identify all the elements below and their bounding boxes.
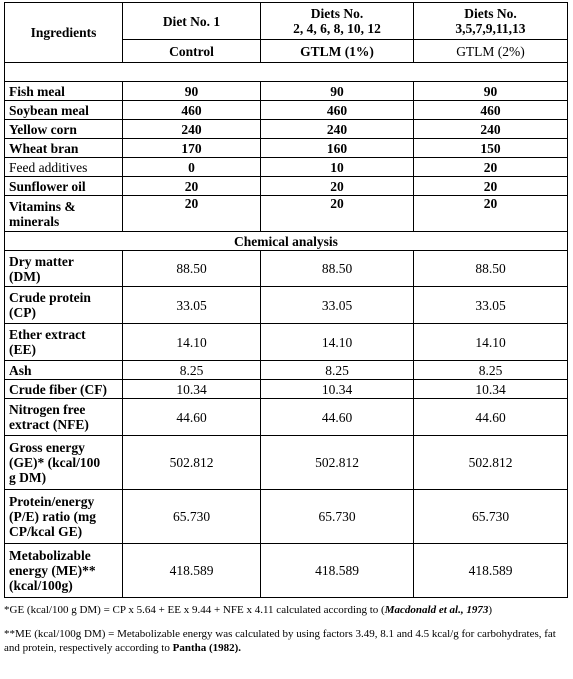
table-row [5, 380, 568, 399]
footnote-me: **ME (kcal/100g DM) = Metabolizable energy was calculated by using factors 3.49, 8.1 and 4.5 kcal/g for carbohydrates, fat and protein, respectively according to Pantha (1982). [4, 628, 556, 654]
table-row [5, 436, 568, 490]
cell-value: 65.730 [414, 490, 568, 544]
cell-value: 44.60 [123, 399, 261, 436]
cell-value: 20 [261, 177, 414, 196]
cell-value: 460 [414, 101, 568, 120]
cell-value: 170 [123, 139, 261, 158]
cell-value: 88.50 [261, 251, 414, 287]
header-diets-3: Diets No. 3,5,7,9,11,13 [414, 3, 568, 40]
cell-value: 10.34 [261, 380, 414, 399]
cell-value: 10.34 [414, 380, 568, 399]
cell-value: 8.25 [261, 361, 414, 380]
cell-value: 20 [261, 196, 414, 232]
row-label: Wheat bran [5, 139, 123, 158]
cell-value: 418.589 [414, 544, 568, 598]
table-footnotes [4, 603, 567, 655]
cell-value: 418.589 [123, 544, 261, 598]
table-row [5, 544, 568, 598]
row-label: Crude fiber (CF) [5, 380, 123, 399]
header-control: Control [123, 40, 261, 63]
row-label: Soybean meal [5, 101, 123, 120]
cell-value: 90 [414, 82, 568, 101]
cell-value: 240 [414, 120, 568, 139]
cell-value: 240 [123, 120, 261, 139]
cell-value: 418.589 [261, 544, 414, 598]
cell-value: 460 [261, 101, 414, 120]
cell-value: 33.05 [261, 287, 414, 324]
table-row [5, 177, 568, 196]
cell-value: 14.10 [414, 324, 568, 361]
row-label: Gross energy (GE)* (kcal/100 g DM) [5, 436, 123, 490]
row-label: Sunflower oil [5, 177, 123, 196]
cell-value: 20 [414, 177, 568, 196]
table-row [5, 490, 568, 544]
cell-value: 90 [261, 82, 414, 101]
cell-value: 502.812 [123, 436, 261, 490]
row-label: Protein/energy (P/E) ratio (mg CP/kcal GE) [5, 490, 123, 544]
cell-value: 65.730 [261, 490, 414, 544]
row-label: Yellow corn [5, 120, 123, 139]
header-diet-1: Diet No. 1 [123, 3, 261, 40]
cell-value: 460 [123, 101, 261, 120]
cell-value: 90 [123, 82, 261, 101]
header-gtlm-2: GTLM (2%) [414, 40, 568, 63]
spacer-row [5, 63, 568, 82]
cell-value: 240 [261, 120, 414, 139]
table-row [5, 120, 568, 139]
table-row [5, 139, 568, 158]
table-row [5, 101, 568, 120]
table-row [5, 251, 568, 287]
table-row [5, 82, 568, 101]
cell-value: 20 [414, 196, 568, 232]
cell-value: 14.10 [261, 324, 414, 361]
cell-value: 88.50 [414, 251, 568, 287]
table-row [5, 361, 568, 380]
table-row [5, 324, 568, 361]
row-label: Vitamins & minerals [5, 196, 123, 232]
citation-macdonald: Macdonald et al., 1973 [384, 604, 489, 616]
table-row [5, 196, 568, 232]
cell-value: 33.05 [123, 287, 261, 324]
table-row [5, 287, 568, 324]
cell-value: 502.812 [414, 436, 568, 490]
cell-value: 20 [123, 196, 261, 232]
header-diets-2: Diets No. 2, 4, 6, 8, 10, 12 [261, 3, 414, 40]
citation-pantha: Pantha (1982). [172, 642, 242, 654]
row-label: Feed additives [5, 158, 123, 177]
table-row [5, 399, 568, 436]
cell-value: 33.05 [414, 287, 568, 324]
cell-value: 8.25 [414, 361, 568, 380]
cell-value: 88.50 [123, 251, 261, 287]
section-chemical-analysis: Chemical analysis [5, 232, 568, 251]
cell-value: 502.812 [261, 436, 414, 490]
cell-value: 8.25 [123, 361, 261, 380]
cell-value: 44.60 [261, 399, 414, 436]
header-ingredients: Ingredients [5, 3, 123, 63]
cell-value: 14.10 [123, 324, 261, 361]
cell-value: 160 [261, 139, 414, 158]
table-row [5, 158, 568, 177]
cell-value: 10.34 [123, 380, 261, 399]
row-label: Ether extract (EE) [5, 324, 123, 361]
cell-value: 10 [261, 158, 414, 177]
cell-value: 0 [123, 158, 261, 177]
row-label: Crude protein (CP) [5, 287, 123, 324]
row-label: Dry matter (DM) [5, 251, 123, 287]
row-label: Metabolizable energy (ME)** (kcal/100g) [5, 544, 123, 598]
cell-value: 20 [414, 158, 568, 177]
header-gtlm-1: GTLM (1%) [261, 40, 414, 63]
cell-value: 150 [414, 139, 568, 158]
footnote-ge: *GE (kcal/100 g DM) = CP x 5.64 + EE x 9.44 + NFE x 4.11 calculated according to (Macdonald et al., 1973) [4, 604, 492, 616]
cell-value: 44.60 [414, 399, 568, 436]
cell-value: 65.730 [123, 490, 261, 544]
row-label: Nitrogen free extract (NFE) [5, 399, 123, 436]
cell-value: 20 [123, 177, 261, 196]
diet-composition-table [4, 2, 568, 598]
row-label: Ash [5, 361, 123, 380]
row-label: Fish meal [5, 82, 123, 101]
